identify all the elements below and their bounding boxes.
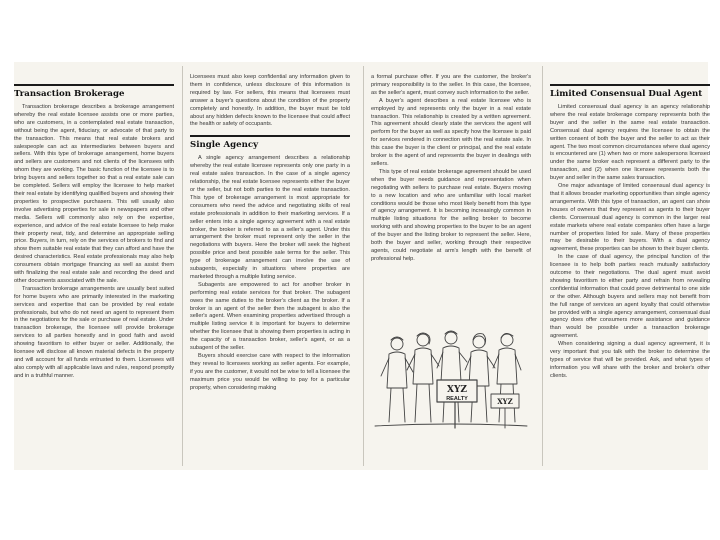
realty-illustration [371, 310, 531, 432]
paragraph: Transaction brokerage arrangements are usually best suited for home buyers who are primarily interested in the marketing services and expertise that can be provided by real estate professionals, but who do not need an agent to represent them in the negotiations for the sale or purchase of real estate. Under transaction brokerage, the licensee will provide brokerage services to all parties honestly and in good faith and avoid showing favoritism to either buyer or seller. Additionally, the licensee will disclose all known material defects in the property and will account for all funds entrusted to them. Licensees will also comply with all applicable laws and rules, respond promptly and in a truthful manner. [14, 285, 174, 379]
column-1 [14, 62, 174, 470]
column-divider [182, 66, 183, 466]
section-heading-transaction-brokerage: Transaction Brokerage [14, 89, 125, 99]
sign-small-text: XYZ [497, 397, 513, 406]
column-4 [550, 62, 710, 470]
section-heading-single-agency: Single Agency [190, 140, 259, 151]
paragraph: Transaction brokerage describes a brokerage arrangement whereby the real estate licensee assists one or more parties, who are customers, in a contemplated real estate transaction, without being the agent, fiduciary, or advocate of that party to the transaction. This means that real estate brokers and salespeople can act as intermediaries between buyers and sellers. With this type of brokerage arrangement, home buyers and sellers are customers and not clients of the licensees with whom they are working. The basic function of the licensee is to bring buyers and sellers together so that a real estate sale can be completed. Sellers will employ the licensee to help market their real estate by identifying qualified buyers and showing their properties to prospective purchasers. This will usually also involve advertising properties for sale in newspapers and other media. Sellers will commonly also rely on the expertise, experience, and advice of the real estate licensee to help make their property neat, tidy, and determine an appropriate selling price. Buyers, in turn, rely on the services of brokers to find and show them suitable real estate that they can afford and have the desired characteristics. Real estate professionals may also help consumers obtain mortgage financing as well as assist them with finalizing the real estate sale and recording the deed and other documents associated with the sale. [14, 104, 174, 284]
paragraph: a formal purchase offer. If you are the customer, the broker's primary responsibility is to the seller. In this case, the licensee, as the seller's agent, must convey such information to the seller. [371, 74, 531, 96]
paragraph: This type of real estate brokerage agreement should be used when the buyer needs guidance and representation when negotiating with sellers to purchase real estate. Buyers moving to a new location and who are unfamiliar with local market conditions would be those who most likely benefit from this type of agency arrangement. It is becoming increasingly common in multiple listing situations for the selling broker to become working with and showing properties to the buyer to be an agent of the buyer and the listing broker to represent the seller. Here, both the buyer and seller, working through their respective agents, could negotiate at arm's length with the benefit of professional help. [371, 168, 531, 262]
paragraph: Licensees must also keep confidential any information given to them in confidence, unless disclosure of this information is required by law. For sellers, this means that licensees must answer a buyer's questions about the condition of the property completely and honestly. In addition, the buyer must be told about any hidden defects known to the licensee that could affect the health or safety of occupants. [190, 74, 350, 128]
sign-main-line2: REALTY [446, 396, 468, 402]
brochure-spread [14, 62, 708, 470]
paragraph: Limited consensual dual agency is an agency relationship where the real estate brokerage company represents both the buyer and the seller in the same real estate transaction. Consensual dual agency requires the licensee to obtain the written consent of both the buyer and the seller to act as their agent. The two most common circumstances where dual agency is encountered are (1) when two or more salespersons licensed under the same broker each represent a different party to the transaction, and (2) when one licensee represents both the buyer and seller in the same sales transaction. [550, 104, 710, 182]
paragraph: When considering signing a dual agency agreement, it is very important that you talk with the broker to determine the types of service that will be provided. Ask, and what types of information you will share with the broker and broker's other clients. [550, 341, 710, 379]
sign-main-line1: XYZ [447, 385, 467, 395]
illustration-svg [371, 310, 531, 432]
column-2 [190, 62, 350, 470]
section-heading-limited-dual-agent: Limited Consensual Dual Agent [550, 89, 703, 99]
section-heading-block [550, 84, 710, 99]
section-heading-block [190, 135, 350, 150]
paragraph: A buyer's agent describes a real estate licensee who is employed by and represents only the buyer in a real estate transaction. This relationship is created by a written agreement. This agreement should clearly state the services the agent will perform for the buyer as well as specify how the licensee is paid for services rendered in connection with the real estate sale. In this case the buyer is the client or principal, and the real estate broker is the agent of and represents the buyer in dealings with sellers. [371, 97, 531, 167]
paragraph: One major advantage of limited consensual dual agency is that it allows broader marketing opportunities than single agency arrangements. With this type of transaction, an agent can show houses of owners that they represent as agents to their buyer clients. Consensual dual agency is common in the larger real estate markets where real estate companies often have a large number of properties listed for sale. Many of these properties may be desirable to their buyers. With a dual agency agreement, these properties can be shown to their buyer clients. [550, 183, 710, 253]
column-divider [542, 66, 543, 466]
paragraph: Subagents are empowered to act for another broker in performing real estate services for that broker. The subagent owes the same duties to the broker's client as the broker. If a broker is an agent of the seller then the subagent is also the seller's agent. When examining properties advertised through a multiple listing service it is important for buyers to determine whether the licensee that is showing them properties is acting in the capacity of a transaction broker, seller's agent, or as a subagent of the seller. [190, 281, 350, 352]
paragraph: Buyers should exercise care with respect to the information they reveal to licensees working as seller agents. For example, if you are the customer, it would not be wise to tell a licensee the maximum price you would be willing to pay for a particular property, when considering making [190, 353, 350, 391]
section-heading-block [14, 84, 174, 99]
paragraph: In the case of dual agency, the principal function of the licensee is to help both parties reach mutually satisfactory outcome to their negotiations. The dual agent must avoid showing favoritism to either party and refrain from revealing confidential information that could prove detrimental to one side or the other. Although buyers and sellers may not benefit from the full range of services an agent loyalty that could otherwise be provided with a single agency arrangement, consensual dual agency does offer consumers more assistance and guidance than would be possible under a transaction brokerage agreement. [550, 254, 710, 340]
paragraph: A single agency arrangement describes a relationship whereby the real estate licensee represents only one party in a real estate sales transaction. In the case of a single agency relationship, the real estate licensee represents either the buyer or the seller, but not both parties to the real estate transaction. This type of brokerage arrangement is most appropriate for consumers who need the advice and negotiating skills of real estate professionals in addition to their marketing services. If a seller enters into a single agency agreement with a real estate broker, the broker is referred to as a seller's agent. Under this arrangement the broker must represent only the seller in the negotiations with buyers. Here the broker will seek the highest possible price and best possible sale terms for the seller. This type of brokerage arrangement can involve the use of subagents, especially in situations where properties are marketed through a multiple listing service. [190, 155, 350, 280]
column-divider [363, 66, 364, 466]
column-3 [371, 62, 531, 308]
